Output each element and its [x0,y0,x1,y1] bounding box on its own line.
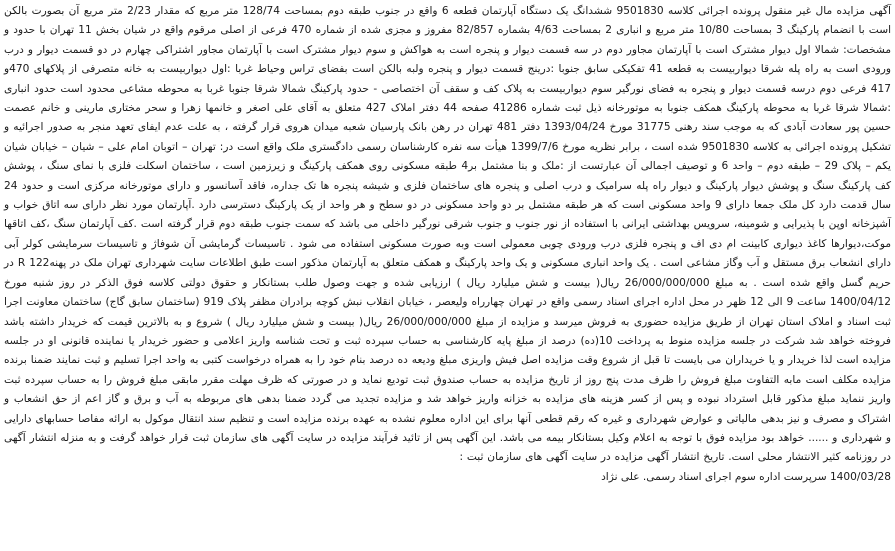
notice-footer-signature: 1400/03/28 سرپرست اداره سوم اجرای اسناد رسمی. علی نژاد [601,470,891,483]
notice-body-text: آگهی مزایده مال غیر منقول پرونده اجرائی کلاسه 9501830 ششدانگ یک دستگاه آپارتمان قطعه 6 واقع در جنوب طبقه دوم بمساحت 128/74 متر مربع که مقدار 2/23 متر مربع آن بصورت بالکن است با انضمام پارکینگ 3 بمساحت 10/80 متر مربع و انباری 2 بمساحت 4/63 بشماره 82/857 مفروز و مجزی شده از شماره 470 فرعی از اصلی مرقوم واقع در شیان بخش 11 تهران با حدود و مشخصات: شمالا اول دیوار مشترک است با آپارتمان مجاور دوم در سه قسمت دیوار و پنجره است به هواکش و سوم دیوار مشترک است با آپارتمان مجاور اشتراکی چهارم در دو قسمت دیوار و درب ورودی است به راه پله شرقا دیواربیست به قطعه 41 تفکیکی سابق جنوبا :درینج قسمت دیوار و پنجره ولبه بالکن است بفضای تراس وحیاط غربا :اول دیواربیست به خانه متصرفی از پلاکهای 470و 417 فرعی دوم درسه قسمت دیوار و پنجره به فضای نورگیر سوم دیواربیست به پلاک کف و سقف آن اختصاصی - حدود پارکینگ شمالا شرقا جنوبا غربا به محوطه مشاعی محدود است حدود انباری :شمالا شرقا غربا به محوطه پارکینگ همکف جنوبا به موتورخانه ذیل ثبت شماره 41286 صفحه 44 دفتر املاک 427 متعلق به آقای علی اصغر و خانمها زهرا و سحر مختاری مارینی و خانم عصمت حسین پور سعادت آبادی که به موجب سند رهنی 31775 مورخ 1393/04/24 دفتر 481 تهران در رهن بانک پارسیان شعبه میدان هروی قرار گرفته ، به علت عدم ایفای تعهد منجر به صدور اجرائیه و تشکیل پرونده اجرائی به کلاسه 9501830 شده است ، برابر نظریه مورخ 1399/7/6 هیأت سه نفره کارشناسان رسمی دادگستری ملک واقع است در: تهران – اتوبان امام علی – شیان – خیابان شیان یکم – پلاک 29 – طبقه دوم – واحد 6 و توصیف اجمالی آن عبارتست از :ملک و بنا مشتمل بر4 طبقه مسکونی روی همکف پارکینگ و زیرزمین است ، ساختمان اسکلت فلزی با نمای سنگ ، پوشش کف پارکینگ سنگ و پوشش دیوار پارکینگ و دیوار راه پله سرامیک و درب اصلی و پنجره های ساختمان فلزی و شیشه پنجره ها تک جداره، فاقد آسانسور و دارای موتورخانه مرکزی است و حدود 24 سال قدمت دارد کل ملک جمعا دارای 9 واحد مسکونی است که هر طبقه مشتمل بر دو واحد مسکونی در دو سطح و هر واحد از یک پارکینگ دسترسی دارد .آپارتمان مورد نظر دارای سه اتاق خواب و آشپزخانه اوپن با پذیرایی و شومینه، سرویس بهداشتی ایرانی با استفاده از نور جنوب و جنوب شرقی نورگیر داخلی می باشد که سمت جنوب طبقه دوم قرار گرفته است .کف آپارتمان سنگ ،کف اتاقها موکت،دیوارها کاغذ دیواری کابینت ام دی اف و پنجره فلزی درب ورودی چوبی معمولی است وبه صورت مسکونی استفاده می شود . تاسیسات گرمایشی آن شوفاژ و تاسیسات سرمایشی کولر آبی دارای انشعاب برق مستقل و آب وگاز مشاعی است . یک واحد انباری مسکونی و یک واحد پارکینگ و همکف متعلق به آپارتمان مذکور است طبق اطلاعات سایت شهرداری تهران ملک در پهنه122 R در حریم گسل واقع شده است . به مبلغ 26/000/000/000 ریال( بیست و شش میلیارد ریال ) ارزیابی شده و جهت وصول طلب بستانکار و حقوق دولتی کلاسه فوق الذکر در روز شنبه مورخ 1400/04/12 ساعت 9 الی 12 ظهر در محل اداره اجرای اسناد رسمی واقع در تهران چهارراه ولیعصر ، خیابان انقلاب نبش کوچه برادران مظفر پلاک 919 (ساختمان سابق گاج) ساختمان معاونت اجرا ثبت اسناد و املاک استان تهران از طریق مزایده حضوری به فروش میرسد و مزایده از مبلغ 26/000/000/000 ریال( بیست و شش میلیارد ریال ) شروع و به بالاترین قیمت که خریدار داشته باشد فروخته خواهد شد شرکت در جلسه مزایده منوط به پرداخت 10(ده) درصد از مبلغ پایه کارشناسی به حساب سپرده ثبت و تحت شناسه واریز اعلامی و حضور خریدار یا نماینده قانونی او در جلسه مزایده است لذا خریدار و یا خریداران می بایست تا قبل از شروع وقت مزایده اصل فیش واریزی مبلغ ودیعه ده درصد بنام خود را به همراه درخواست کتبی به واحد اجرا تسلیم و ثبت نمایند ضمنا برنده مزایده مکلف است مابه التفاوت مبلغ فروش را ظرف مدت پنج روز از تاریخ مزایده به حساب صندوق ثبت تودیع نماید و در صورتی که ظرف مهلت مقرر مابقی مبلغ فروش را به حساب سپرده ثبت واریز ننماید مبلغ مذکور قابل استرداد نبوده و پس از کسر هزینه های مزایده به خزانه واریز خواهد شد و مزایده تجدید می گردد ضمنا بدهی های مربوطه به آب و برق و گاز اعم از حق انشعاب و اشتراک و مصرف و نیز بدهی مالیاتی و عوارض شهرداری و غیره که رقم قطعی آنها برای این اداره معلوم نشده به عهده برنده مزایده است و تنظیم سند انتقال موکول به ارائه مفاصا حسابهای دارایی و شهرداری و ...... خواهد بود مزایده فوق با توجه به اعلام وکیل بستانکار بیمه می باشد. این آگهی پس از تائید فرآیند مزایده در سایت آگهی های سازمان ثبت قرار خواهد گرفت و به منزله انتشار آگهی در روزنامه کثیر الانتشار محلی است. تاریخ انتشار آگهی مزایده در سایت آگهی های سازمان ثبت : [4,5,892,464]
